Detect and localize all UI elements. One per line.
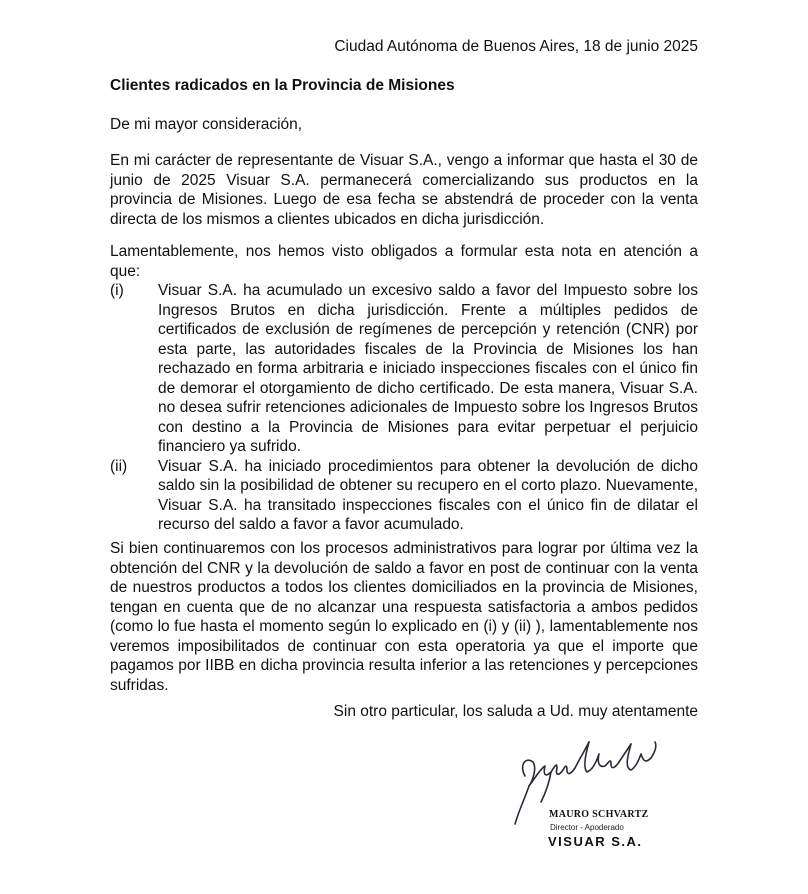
letter-subject: Clientes radicados en la Provincia de Misiones [110, 77, 455, 94]
letter-closing: Sin otro particular, los saluda a Ud. muy atentamente [333, 703, 698, 720]
letter-date: Ciudad Autónoma de Buenos Aires, 18 de junio 2025 [334, 38, 698, 55]
list-item-text: Visuar S.A. ha acumulado un excesivo saldo a favor del Impuesto sobre los Ingresos Brutos en dicha jurisdicción. Frente a múltiples pedidos de certificados de exclusión de regímenes de percepción y retención (CNR) por esta parte, las autoridades fiscales de la Provincia de Misiones los han rechazado en forma arbitraria e iniciado inspecciones fiscales con el único fin de demorar el otorgamiento de dicho certificado. De esta manera, Visuar S.A. no desea sufrir retenciones adicionales de Impuesto sobre los Ingresos Brutos con destino a la Provincia de Misiones para evitar perpetuar el perjuicio financiero ya sufrido. [158, 282, 698, 455]
list-item-marker: (i) [110, 282, 124, 299]
list-item-text: Visuar S.A. ha iniciado procedimientos para obtener la devolución de dicho saldo sin la posibilidad de obtener su recupero en el corto plazo. Nuevamente, Visuar S.A. ha transitado inspecciones fiscales con el único fin de dilatar el recurso del saldo a favor a favor acumulado. [158, 457, 698, 533]
paragraph-intro: En mi carácter de representante de Visuar S.A., vengo a informar que hasta el 30 de junio de 2025 Visuar S.A. permanecerá comercializando sus productos en la provincia de Misiones. Luego de esa fecha se abstendrá de proceder con la venta directa de los mismos a clientes ubicados en dicha jurisdicción. [110, 152, 698, 228]
list-item [110, 281, 698, 457]
signatory-name: MAURO SCHVARTZ [549, 809, 649, 820]
paragraph-conclusion: Si bien continuaremos con los procesos administrativos para lograr por última vez la obtención del CNR y la devolución de saldo a favor en post de continuar con la venta de nuestros productos a todos los clientes domiciliados en la provincia de Misiones, tengan en cuenta que de no alcanzar una respuesta satisfactoria a ambos pedidos (como lo fue hasta el momento según lo explicado en (i) y (ii) ), lamentablemente nos veremos imposibilitados de continuar con esta operatoria ya que el importe que pagamos por IIBB en dicha provincia resulta inferior a las retenciones y percepciones sufridas. [110, 540, 698, 694]
list-item [110, 457, 698, 535]
list-item-marker: (ii) [110, 457, 128, 475]
signatory-role: Director - Apoderado [550, 823, 624, 832]
signatory-company: VISUAR S.A. [548, 834, 643, 849]
letter-greeting: De mi mayor consideración, [110, 116, 303, 133]
paragraph-reasons-lead: Lamentablemente, nos hemos visto obligados a formular esta nota en atención a que: [110, 243, 698, 280]
reasons-list [110, 281, 698, 535]
